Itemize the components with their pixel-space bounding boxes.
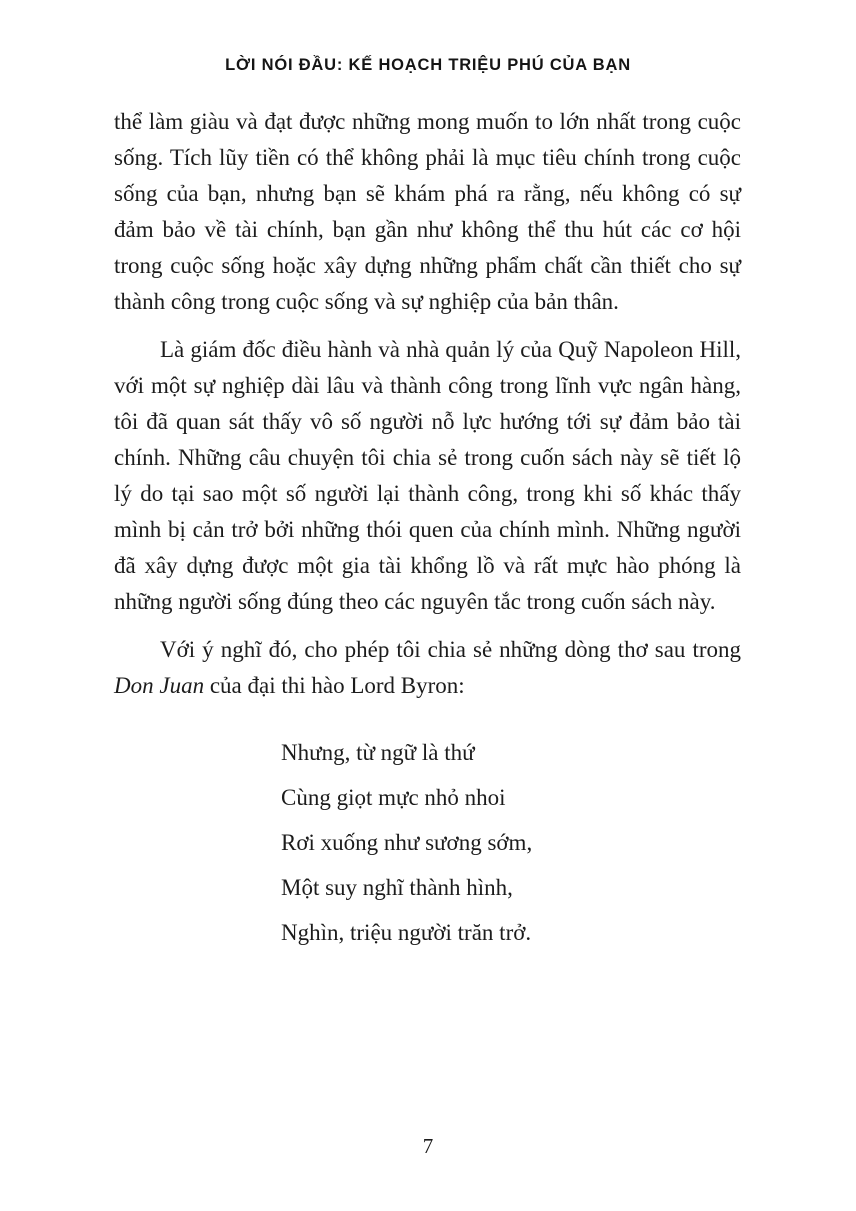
paragraph: thể làm giàu và đạt được những mong muốn to lớn nhất trong cuộc sống. Tích lũy tiền có thể không phải là mục tiêu chính trong cuộc sống của bạn, nhưng bạn sẽ khám phá ra rằng, nếu không có sự đảm bảo về tài chính, bạn gần như không thể thu hút các cơ hội trong cuộc sống hoặc xây dựng những phẩm chất cần thiết cho sự thành công trong cuộc sống và sự nghiệp của bản thân. bbox=[114, 109, 741, 314]
paragraph-text: Với ý nghĩ đó, cho phép tôi chia sẻ những dòng thơ sau trong bbox=[160, 637, 741, 662]
page-body bbox=[114, 104, 741, 955]
running-head: LỜI NÓI ĐẦU: KẾ HOẠCH TRIỆU PHÚ CỦA BẠN bbox=[225, 56, 631, 74]
paragraph: Là giám đốc điều hành và nhà quản lý của Quỹ Napoleon Hill, với một sự nghiệp dài lâu và thành công trong lĩnh vực ngân hàng, tôi đã quan sát thấy vô số người nỗ lực hướng tới sự đảm bảo tài chính. Những câu chuyện tôi chia sẻ trong cuốn sách này sẽ tiết lộ lý do tại sao một số người lại thành công, trong khi số khác thấy mình bị cản trở bởi những thói quen của chính mình. Những người đã xây dựng được một gia tài khổng lồ và rất mực hào phóng là những người sống đúng theo các nguyên tắc trong cuốn sách này. bbox=[114, 337, 741, 614]
poem-block bbox=[281, 730, 741, 955]
paragraph-text: của đại thi hào Lord Byron: bbox=[204, 673, 465, 698]
page-number: 7 bbox=[422, 1134, 434, 1158]
poem-line: Nhưng, từ ngữ là thứ bbox=[281, 740, 475, 765]
poem-line: Rơi xuống như sương sớm, bbox=[281, 830, 533, 855]
paragraph bbox=[114, 632, 741, 704]
poem-line: Một suy nghĩ thành hình, bbox=[281, 875, 513, 900]
poem-line: Cùng giọt mực nhỏ nhoi bbox=[281, 785, 506, 810]
book-title-italic: Don Juan bbox=[114, 673, 205, 698]
poem-line: Nghìn, triệu người trăn trở. bbox=[281, 920, 532, 945]
